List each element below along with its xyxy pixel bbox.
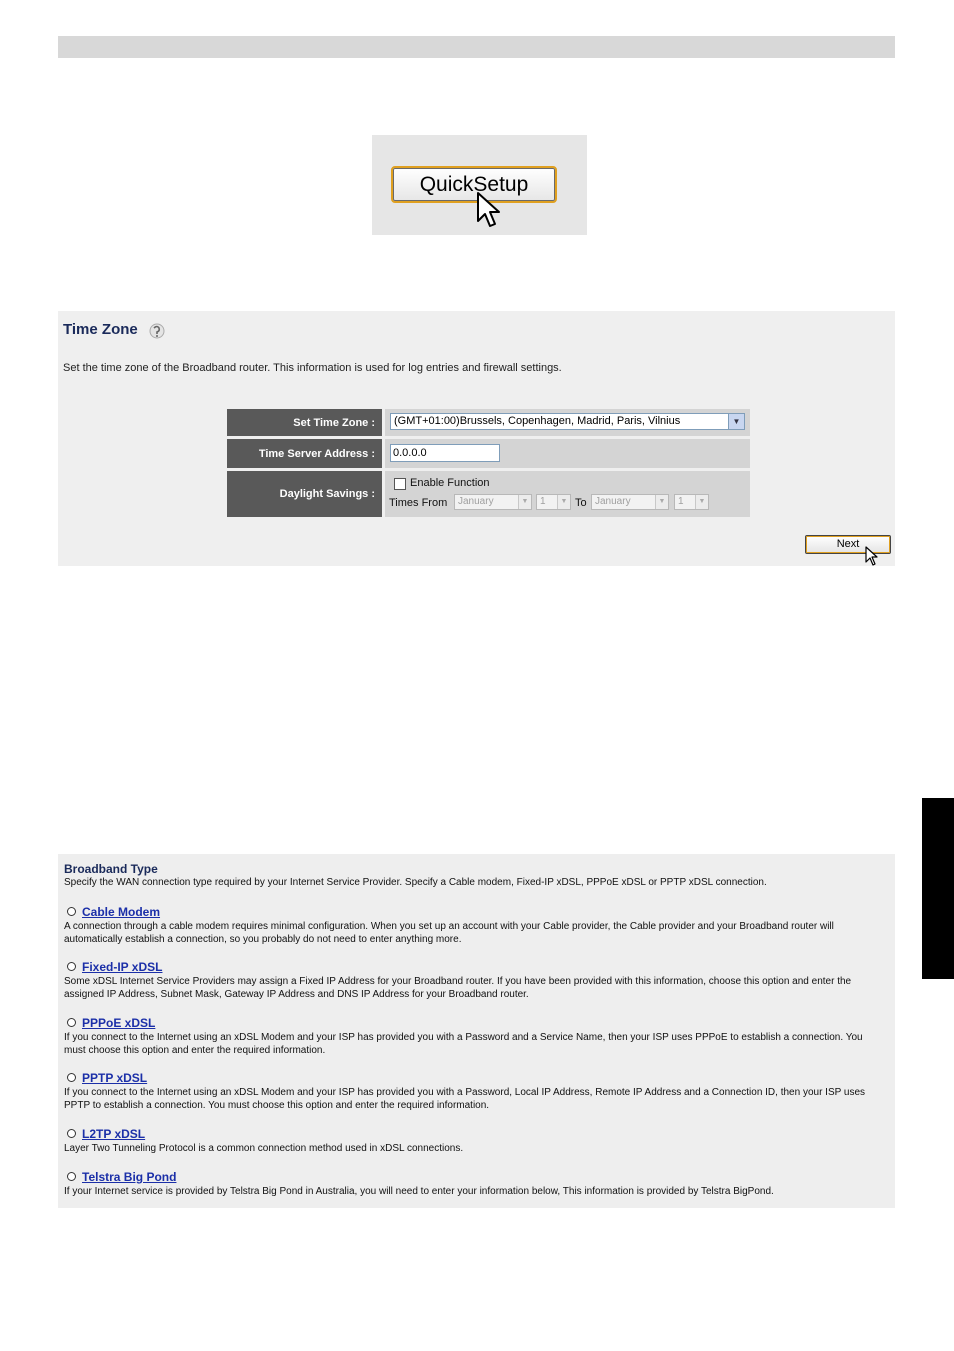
set-time-zone-row xyxy=(227,409,750,436)
broadband-type-panel xyxy=(58,854,895,1208)
option-link[interactable]: Cable Modem xyxy=(82,905,161,919)
option-link[interactable]: Fixed-IP xDSL xyxy=(82,960,163,974)
help-icon[interactable] xyxy=(149,323,165,339)
to-day-value: 1 xyxy=(678,496,684,507)
to-day-select[interactable] xyxy=(674,494,709,510)
next-button[interactable]: Next xyxy=(805,535,891,554)
option-description: Layer Two Tunneling Protocol is a common connection method used in xDSL connections. xyxy=(64,1143,464,1154)
quicksetup-screenshot xyxy=(372,135,587,235)
time-zone-panel xyxy=(58,311,895,566)
daylight-savings-row xyxy=(227,471,750,517)
from-day-value: 1 xyxy=(540,496,546,507)
to-month-select[interactable] xyxy=(591,494,669,510)
chevron-down-icon[interactable]: ▼ xyxy=(728,414,744,429)
option-description: Some xDSL Internet Service Providers may assign a Fixed IP Address for your Broadband router. If you have been provided with this information, choose this option and enter the assigned IP Address, Subnet Mask, Gateway IP Address and DNS IP Address for your Broadband router. xyxy=(64,976,852,1000)
option-link[interactable]: Telstra Big Pond xyxy=(82,1170,177,1184)
broadband-type-title: Broadband Type xyxy=(64,862,158,876)
time-server-label: Time Server Address : xyxy=(227,439,382,468)
enable-function-label: Enable Function xyxy=(410,477,490,489)
from-month-value: January xyxy=(458,496,494,507)
radio-button[interactable] xyxy=(67,962,76,971)
option-description: If you connect to the Internet using an xDSL Modem and your ISP has provided you with a Password, Local IP Address, Remote IP Address and a Connection ID, then your ISP uses PPTP to establish a connection. You must choose this option and enter the required information. xyxy=(64,1087,866,1111)
chevron-down-icon: ▼ xyxy=(518,495,531,509)
option-description: A connection through a cable modem requires minimal configuration. When you set up an account with your Cable provider, the Cable provider and your Broadband router will automatically establish a connection, so you probably do not need to enter anything more. xyxy=(64,921,834,945)
time-zone-selected-value: (GMT+01:00)Brussels, Copenhagen, Madrid, Paris, Vilnius xyxy=(394,415,681,427)
time-server-input[interactable]: 0.0.0.0 xyxy=(390,444,500,462)
option-description: If your Internet service is provided by Telstra Big Pond in Australia, you will need to enter your information below, This information is provided by Telstra BigPond. xyxy=(64,1186,774,1197)
radio-button[interactable] xyxy=(67,907,76,916)
option-link[interactable]: PPTP xDSL xyxy=(82,1071,148,1085)
side-language-tab xyxy=(922,798,954,979)
chevron-down-icon: ▼ xyxy=(557,495,570,509)
enable-function-checkbox[interactable] xyxy=(394,478,406,490)
chevron-down-icon: ▼ xyxy=(655,495,668,509)
set-time-zone-label: Set Time Zone : xyxy=(227,409,382,436)
time-server-row xyxy=(227,439,750,468)
radio-button[interactable] xyxy=(67,1172,76,1181)
to-month-value: January xyxy=(595,496,631,507)
to-label: To xyxy=(575,497,587,509)
time-zone-description: Set the time zone of the Broadband router. This information is used for log entries and firewall settings. xyxy=(63,362,562,374)
broadband-type-description: Specify the WAN connection type required by your Internet Service Provider. Specify a Cable modem, Fixed-IP xDSL, PPPoE xDSL or PPTP xDSL connection. xyxy=(64,877,767,888)
option-link[interactable]: PPPoE xDSL xyxy=(82,1016,156,1030)
from-month-select[interactable] xyxy=(454,494,532,510)
radio-button[interactable] xyxy=(67,1018,76,1027)
chevron-down-icon: ▼ xyxy=(695,495,708,509)
page-header-bar xyxy=(58,36,895,58)
radio-button[interactable] xyxy=(67,1073,76,1082)
radio-button[interactable] xyxy=(67,1129,76,1138)
mouse-cursor-icon xyxy=(865,546,879,568)
option-link[interactable]: L2TP xDSL xyxy=(82,1127,146,1141)
quicksetup-button[interactable]: QuickSetup xyxy=(391,166,557,203)
time-zone-title: Time Zone xyxy=(63,321,138,338)
option-description: If you connect to the Internet using an xDSL Modem and your ISP has provided you with a Password and a Service Name, then your ISP uses PPPoE to establish a connection. You must choose this option and enter the required information. xyxy=(64,1032,863,1056)
times-from-label: Times From xyxy=(389,497,448,509)
mouse-cursor-icon xyxy=(476,191,502,229)
time-zone-select[interactable] xyxy=(390,413,745,430)
daylight-savings-label: Daylight Savings : xyxy=(227,471,382,517)
from-day-select[interactable] xyxy=(536,494,571,510)
